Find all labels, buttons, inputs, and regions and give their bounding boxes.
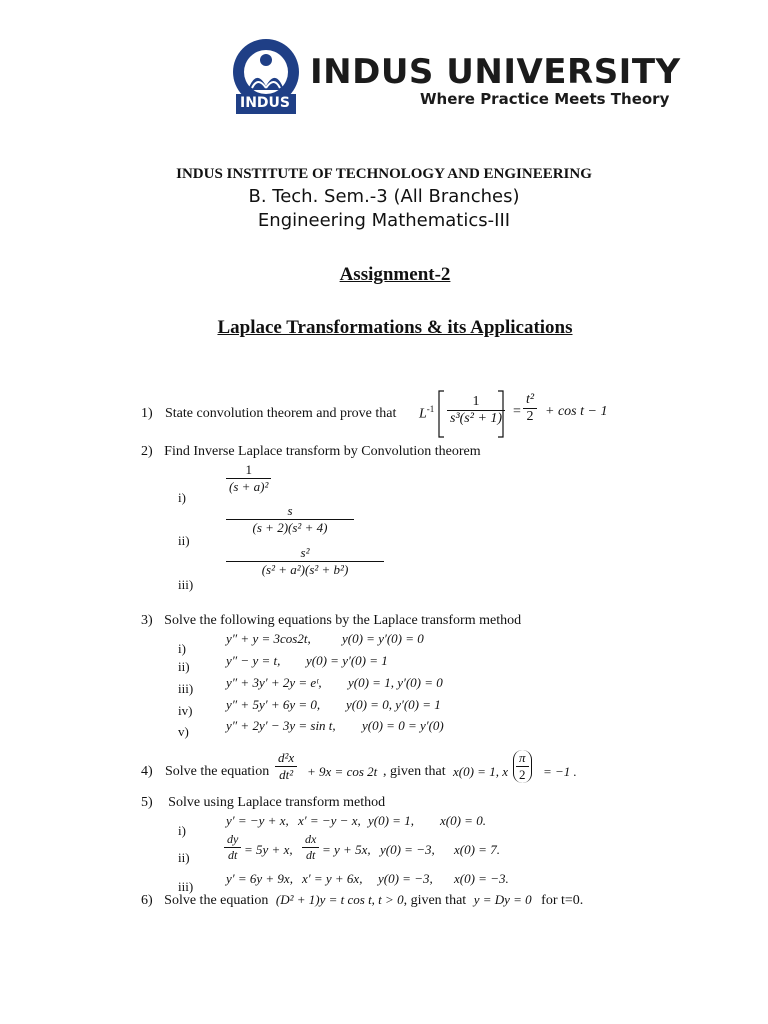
condition-1: x(0) = 1, x [453,764,508,779]
item-fraction: $\frac{1}{\text{(s + a)²}}$ [226,462,271,495]
subject-title: Engineering Mathematics-III [257,210,511,231]
item-roman: iii) [178,879,194,894]
question-3 [141,613,521,629]
assignment-title: Assignment-2 [339,264,451,285]
topic-title: Laplace Transformations & its Applications [217,317,573,338]
question-number: 2) [141,444,153,459]
dy-dt-fraction: $\frac{dy}{dt}$ [224,832,241,863]
q1-rhs-rest: + cos t − 1 [545,404,608,419]
university-tagline: Where Practice Meets Theory [420,90,670,108]
question-4 [141,748,601,798]
question-number: 4) [141,764,153,779]
eq-d: x(0) = −3. [454,871,509,886]
emblem-text: INDUS [240,95,290,111]
given-text: , given that [403,893,467,908]
item-roman: i) [178,641,186,656]
question-number: 6) [141,893,153,908]
equation-rest: + 9x = cos 2t [307,764,378,779]
item-roman: ii) [178,850,190,865]
item-condition: y(0) = 0, y′(0) = 1 [346,697,441,712]
item-roman: ii) [178,533,190,548]
item-roman: iii) [178,681,194,696]
program-title: B. Tech. Sem.-3 (All Branches) [248,186,520,207]
question-2 [141,444,481,460]
question-number: 3) [141,613,153,628]
right-bracket-icon [497,390,505,438]
item-roman: iii) [178,577,194,592]
item-roman: iv) [178,703,193,718]
eq-a: y′ = 6y + 9x, [226,871,293,886]
eq-b: x′ = −y − x, [298,813,361,828]
item-equation: y″ + y = 3cos2t, [226,631,311,646]
item-condition: y(0) = 1, y′(0) = 0 [348,675,443,690]
left-bracket-icon [437,390,445,438]
condition: y = Dy = 0 [473,892,532,907]
item-roman: i) [178,823,186,838]
item-condition: y(0) = y′(0) = 0 [342,631,424,646]
q1-rhs-fraction: $\frac{\text{t²}}{2}$ [523,392,537,425]
item-fraction: $\frac{\text{s²}}{\text{(s² + a²)(s² + b²)}}$ [226,545,384,578]
dx-dt-fraction: $\frac{dx}{dt}$ [302,832,319,863]
inverse-laplace-operator: $L^{-1}$ [419,404,435,422]
q1-fraction: $\frac{1}{\text{s³(s² + 1)}}$ [447,394,505,427]
derivative-fraction: $\frac{\text{d²x}}{\text{dt²}}$ [275,750,297,783]
question-text: Find Inverse Laplace transform by Convolution theorem [164,444,481,459]
university-name: INDUS UNIVERSITY [310,52,681,92]
question-6 [141,892,583,909]
question-text: Solve the following equations by the Laplace transform method [164,613,522,628]
eq-d: x(0) = 0. [440,813,486,828]
condition-tail: for t=0. [541,893,584,908]
item-equation: y″ + 2y′ − 3y = sin t, [226,718,336,733]
eq-b-rest: = y + 5x, [322,842,371,857]
question-text: State convolution theorem and prove that [165,406,397,421]
question-text: Solve the equation [165,764,270,779]
equation: (D² + 1)y = t cos t, t > 0 [275,892,404,907]
item-equation: y″ + 5y′ + 6y = 0, [226,697,321,712]
institute-name: INDUS INSTITUTE OF TECHNOLOGY AND ENGINEERING [176,166,592,182]
item-equation: y″ − y = t, [226,653,281,668]
eq-c: y(0) = 1, [368,813,414,828]
question-number: 1) [141,406,153,421]
item-condition: y(0) = y′(0) = 1 [306,653,388,668]
question-text: Solve the equation [164,893,269,908]
condition-2: = −1 . [543,764,577,779]
eq-c: y(0) = −3, [378,871,433,886]
item-fraction: $\frac{s}{\text{(s + 2)(s² + 4)}}$ [226,503,354,536]
eq-a: y′ = −y + x, [226,813,289,828]
question-text: Solve using Laplace transform method [168,795,386,810]
eq-d: x(0) = 7. [454,842,500,857]
question-5 [141,795,385,811]
question-number: 5) [141,795,153,810]
eq-a-rest: = 5y + x, [244,842,293,857]
q5-item-2 [178,832,518,872]
item-roman: v) [178,724,189,739]
equals-sign: = [513,404,521,419]
paren-fraction: $\frac{\pi}{2}$ [513,750,532,783]
item-condition: y(0) = 0 = y′(0) [362,718,444,733]
university-logo [230,38,681,118]
item-roman: ii) [178,659,190,674]
eq-c: y(0) = −3, [380,842,435,857]
item-roman: i) [178,490,186,505]
eq-b: x′ = y + 6x, [302,871,363,886]
given-text: , given that [383,764,446,779]
item-equation: y″ + 3y′ + 2y = eᵗ, [226,675,322,690]
